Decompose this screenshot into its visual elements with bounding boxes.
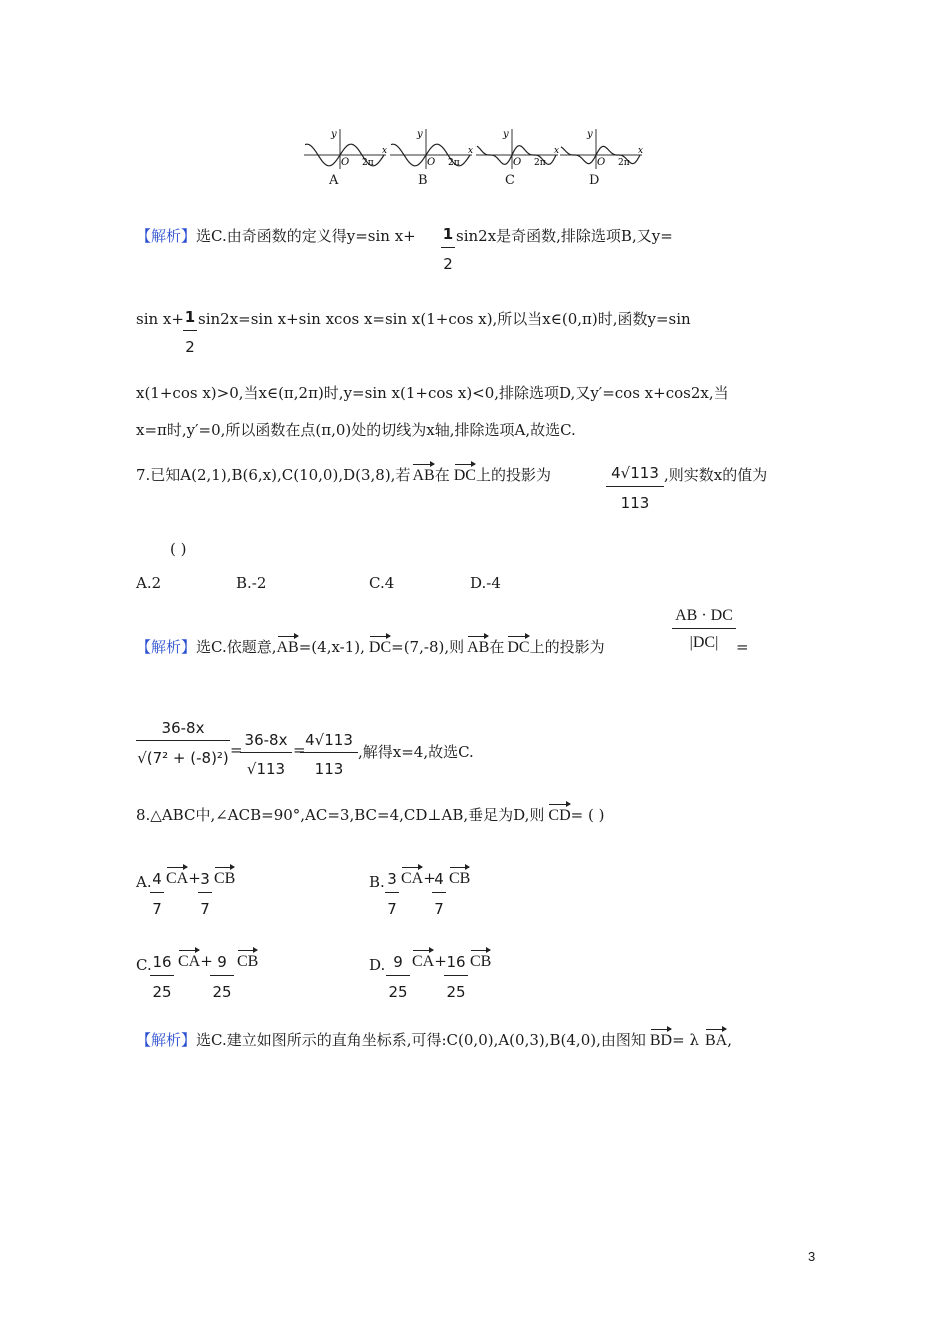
equals-sign: = — [293, 741, 306, 759]
vector-cb: CB — [237, 953, 259, 970]
page-number: 3 — [808, 1249, 816, 1264]
graph-label-b: B — [418, 173, 428, 188]
vector-ab: AB — [412, 467, 435, 484]
vector-ba: BA — [704, 1032, 728, 1049]
vector-dc: DC — [507, 639, 530, 656]
x-axis-label: x — [638, 146, 644, 156]
vector-dc: DC — [368, 639, 392, 656]
vector-cb: CB — [449, 870, 471, 887]
y-axis-label: y — [331, 129, 337, 140]
x-axis-label: x — [554, 146, 560, 156]
q7-stem: 7.已知A(2,1),B(6,x),C(10,0),D(3,8),若 AB在 DC上的投影为 — [136, 466, 551, 484]
equals-sign: = — [230, 741, 243, 759]
x-axis-label: x — [468, 146, 474, 156]
half-fraction-1: 1 2 — [442, 225, 454, 273]
origin-label: O — [597, 157, 606, 168]
two-pi-label: 2π — [448, 158, 460, 168]
q7-analysis-conclusion: ,解得x=4,故选C. — [358, 743, 474, 761]
vector-ab: AB — [276, 639, 299, 656]
two-pi-label: 2π — [618, 158, 630, 168]
vector-ca: CA — [178, 953, 201, 970]
graph-label-d: D — [589, 173, 600, 188]
q7-projection-fraction: 4√113 113 — [606, 463, 664, 513]
q7-option-b: B.-2 — [236, 574, 267, 592]
vector-ca: CA — [166, 870, 189, 887]
analysis-tag: 【解析】 — [136, 638, 197, 656]
y-axis-label: y — [417, 129, 423, 140]
graph-options — [300, 122, 660, 192]
vector-ab: AB — [467, 639, 490, 656]
fraction-36-8x-sqrt-sum: 36-8x √(7² + (-8)²) — [137, 719, 229, 767]
half-fraction-2: 1 2 — [184, 308, 196, 356]
two-pi-label: 2π — [362, 158, 374, 168]
origin-label: O — [513, 157, 522, 168]
q7-answer-paren: ( ) — [170, 540, 187, 558]
vector-ca: CA — [401, 870, 424, 887]
y-axis-label: y — [587, 129, 593, 140]
origin-label: O — [427, 157, 436, 168]
graph-label-a: A — [329, 173, 339, 188]
q6-analysis-line1: 【解析】选C.由奇函数的定义得y=sin x+ — [136, 227, 416, 245]
equals-sign: = — [736, 638, 749, 656]
analysis-tag: 【解析】 — [136, 227, 197, 245]
q6-analysis-line2-head: sin x+ — [136, 310, 184, 328]
q8-stem: 8.△ABC中,∠ACB=90°,AC=3,BC=4,CD⊥AB,垂足为D,则 CD= ( ) — [136, 806, 605, 824]
q6-analysis-line1-tail: sin2x是奇函数,排除选项B,又y= — [456, 227, 673, 245]
analysis-tag: 【解析】 — [136, 1031, 197, 1049]
vector-cd: CD — [548, 807, 571, 824]
graph-label-c: C — [505, 173, 515, 188]
q6-analysis-line4: x=π时,y′=0,所以函数在点(π,0)处的切线为x轴,排除选项A,故选C. — [136, 421, 576, 439]
q6-analysis-line3: x(1+cos x)>0,当x∈(π,2π)时,y=sin x(1+cos x)<0,排除选项D,又y′=cos x+cos2x,当 — [136, 384, 729, 402]
vector-cb: CB — [470, 953, 492, 970]
q7-option-a: A.2 — [136, 574, 162, 592]
vector-ca: CA — [412, 953, 435, 970]
fraction-36-8x-sqrt113: 36-8x √113 — [240, 730, 292, 779]
y-axis-label: y — [503, 129, 509, 140]
q7-analysis-line: 【解析】选C.依题意,AB=(4,x-1), DC=(7,-8),则 AB在 DC上的投影为 — [136, 638, 605, 656]
projection-formula-fraction: AB · DC |DC| — [672, 606, 736, 653]
q6-analysis-line2-tail: sin2x=sin x+sin xcos x=sin x(1+cos x),所以当x∈(0,π)时,函数y=sin — [198, 310, 691, 328]
vector-dc: DC — [453, 467, 476, 484]
q7-option-c: C.4 — [369, 574, 395, 592]
vector-bd: BD — [649, 1032, 673, 1049]
q8-analysis-line: 【解析】选C.建立如图所示的直角坐标系,可得:C(0,0),A(0,3),B(4,0),由图知 BD= λ BA, — [136, 1031, 732, 1049]
fraction-4sqrt113-113: 4√113 113 — [300, 730, 358, 779]
vector-cb: CB — [214, 870, 236, 887]
q7-option-d: D.-4 — [470, 574, 501, 592]
q7-stem-tail: ,则实数x的值为 — [664, 466, 768, 484]
two-pi-label: 2π — [534, 158, 546, 168]
origin-label: O — [341, 157, 350, 168]
x-axis-label: x — [382, 146, 388, 156]
